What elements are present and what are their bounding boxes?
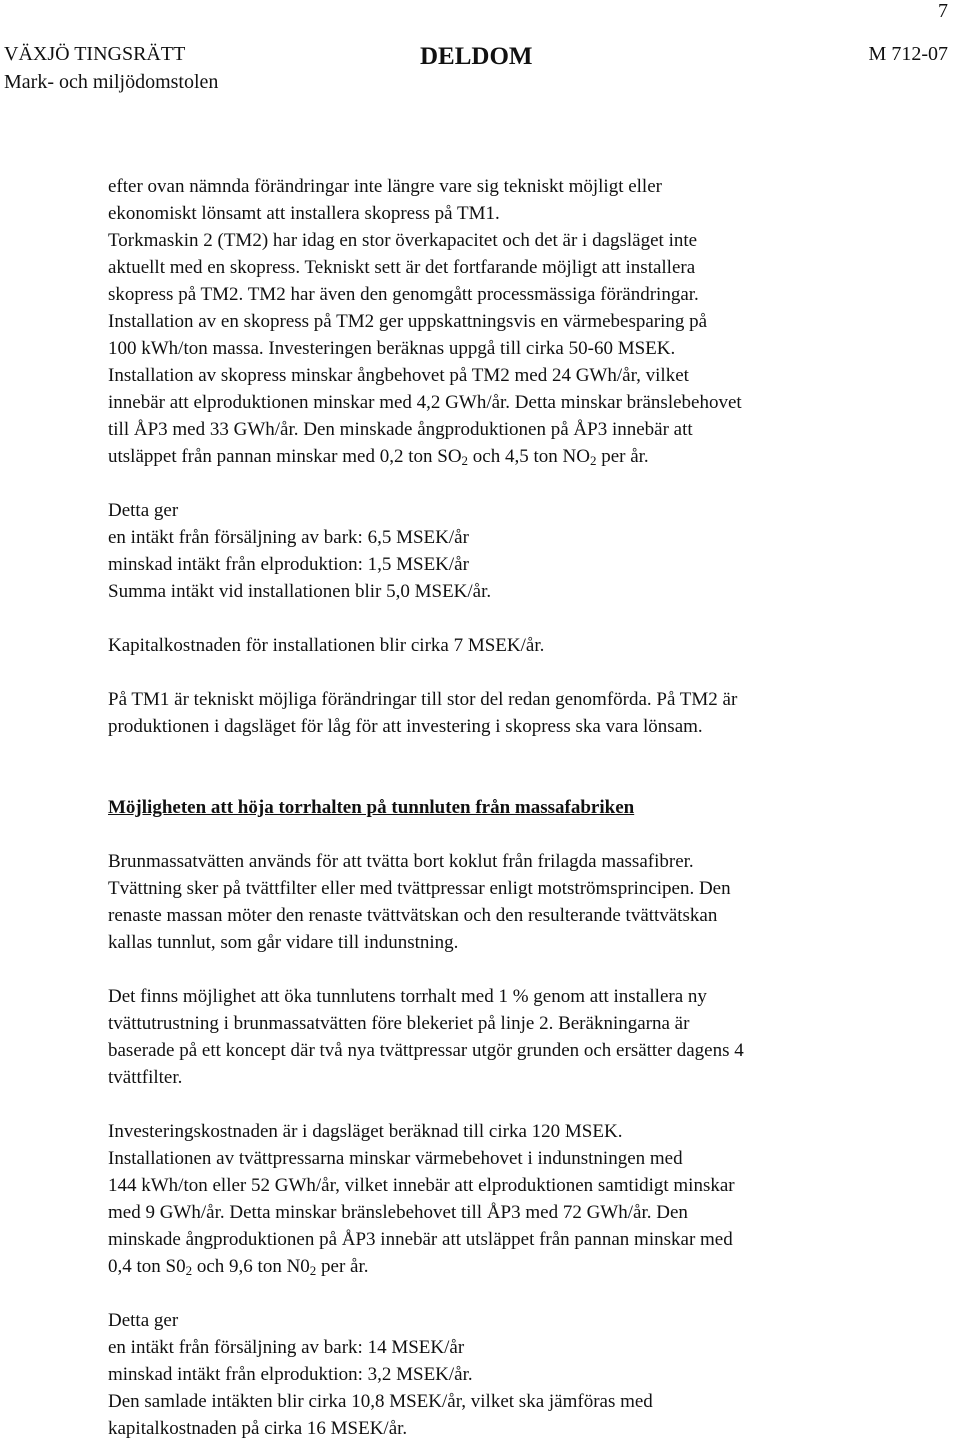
text-line: en intäkt från försäljning av bark: 14 MSEK/år <box>108 1337 465 1358</box>
text-fragment: och 4,5 ton NO <box>468 446 590 467</box>
text-line: Kapitalkostnaden för installationen blir cirka 7 MSEK/år. <box>108 635 545 656</box>
text-fragment: per år. <box>316 1256 369 1277</box>
header-court-block <box>4 40 218 96</box>
subscript: 2 <box>185 1263 193 1278</box>
text-line: till ÅP3 med 33 GWh/år. Den minskade ångproduktionen på ÅP3 innebär att <box>108 419 693 440</box>
subscript: 2 <box>589 453 597 468</box>
document-type: DELDOM <box>420 43 533 70</box>
text-fragment: per år. <box>596 446 649 467</box>
text-line <box>108 443 908 470</box>
court-name: VÄXJÖ TINGSRÄTT <box>4 43 186 65</box>
court-division: Mark- och miljödomstolen <box>4 71 219 93</box>
section-heading: Möjligheten att höja torrhalten på tunnluten från massafabriken <box>108 797 635 818</box>
text-line: kapitalkostnaden på cirka 16 MSEK/år. <box>108 1418 408 1439</box>
text-line: ekonomiskt lönsamt att installera skopress på TM1. <box>108 203 500 224</box>
text-line: Tvättning sker på tvättfilter eller med tvättpressar enligt motströmsprincipen. Den <box>108 878 731 899</box>
paragraph-capital-cost <box>108 632 908 659</box>
paragraph-income-summary <box>108 497 908 605</box>
text-line <box>108 1253 908 1280</box>
text-line: Installation av en skopress på TM2 ger uppskattningsvis en värmebesparing på <box>108 311 708 332</box>
subscript: 2 <box>461 453 469 468</box>
text-line: aktuellt med en skopress. Tekniskt sett är det fortfarande möjligt att installera <box>108 257 696 278</box>
text-line: Brunmassatvätten används för att tvätta bort koklut från frilagda massafibrer. <box>108 851 694 872</box>
paragraph-investment <box>108 1118 908 1280</box>
text-line: Installation av skopress minskar ångbehovet på TM2 med 24 GWh/år, vilket <box>108 365 689 386</box>
text-line: en intäkt från försäljning av bark: 6,5 MSEK/år <box>108 527 469 548</box>
text-line: Den samlade intäkten blir cirka 10,8 MSEK/år, vilket ska jämföras med <box>108 1391 653 1412</box>
text-line: På TM1 är tekniskt möjliga förändringar till stor del redan genomförda. På TM2 är <box>108 689 738 710</box>
text-line: skopress på TM2. TM2 har även den genomgått processmässiga förändringar. <box>108 284 699 305</box>
text-line: produktionen i dagsläget för låg för att investering i skopress ska vara lönsam. <box>108 716 703 737</box>
text-line: Det finns möjlighet att öka tunnlutens torrhalt med 1 % genom att installera ny <box>108 986 707 1007</box>
case-number: M 712-07 <box>868 43 948 65</box>
paragraph-skopress <box>108 173 908 470</box>
text-line: 100 kWh/ton massa. Investeringen beräknas uppgå till cirka 50-60 MSEK. <box>108 338 676 359</box>
text-line: efter ovan nämnda förändringar inte längre vare sig tekniskt möjligt eller <box>108 176 662 197</box>
paragraph-possibility <box>108 983 908 1091</box>
text-line: tvättfilter. <box>108 1067 183 1088</box>
page-number: 7 <box>938 0 948 22</box>
text-line: renaste massan möter den renaste tvättvätskan och den resulterande tvättvätskan <box>108 905 718 926</box>
text-fragment: 0,4 ton S0 <box>108 1256 186 1277</box>
text-line: minskad intäkt från elproduktion: 3,2 MSEK/år. <box>108 1364 473 1385</box>
text-line: Torkmaskin 2 (TM2) har idag en stor överkapacitet och det är i dagsläget inte <box>108 230 698 251</box>
text-line: tvättutrustning i brunmassatvätten före blekeriet på linje 2. Beräkningarna är <box>108 1013 690 1034</box>
text-line: minskad intäkt från elproduktion: 1,5 MSEK/år <box>108 554 469 575</box>
text-line: med 9 GWh/år. Detta minskar bränslebehovet till ÅP3 med 72 GWh/år. Den <box>108 1202 688 1223</box>
paragraph-conclusion <box>108 686 908 740</box>
text-line: kallas tunnlut, som går vidare till indunstning. <box>108 932 459 953</box>
paragraph-income-summary-2 <box>108 1307 908 1442</box>
text-line: minskade ångproduktionen på ÅP3 innebär att utsläppet från pannan minskar med <box>108 1229 733 1250</box>
text-line: Detta ger <box>108 1310 179 1331</box>
document-body <box>108 173 908 1442</box>
text-line: Detta ger <box>108 500 179 521</box>
text-line: Installationen av tvättpressarna minskar värmebehovet i indunstningen med <box>108 1148 683 1169</box>
text-line: Summa intäkt vid installationen blir 5,0 MSEK/år. <box>108 581 492 602</box>
subscript: 2 <box>309 1263 317 1278</box>
text-line: 144 kWh/ton eller 52 GWh/år, vilket innebär att elproduktionen samtidigt minskar <box>108 1175 735 1196</box>
text-line: baserade på ett koncept där två nya tvättpressar utgör grunden och ersätter dagens 4 <box>108 1040 744 1061</box>
paragraph-washing <box>108 848 908 956</box>
text-line: innebär att elproduktionen minskar med 4,2 GWh/år. Detta minskar bränslebehovet <box>108 392 742 413</box>
text-fragment: utsläppet från pannan minskar med 0,2 ton SO <box>108 446 462 467</box>
text-line: Investeringskostnaden är i dagsläget beräknad till cirka 120 MSEK. <box>108 1121 623 1142</box>
text-fragment: och 9,6 ton N0 <box>192 1256 310 1277</box>
